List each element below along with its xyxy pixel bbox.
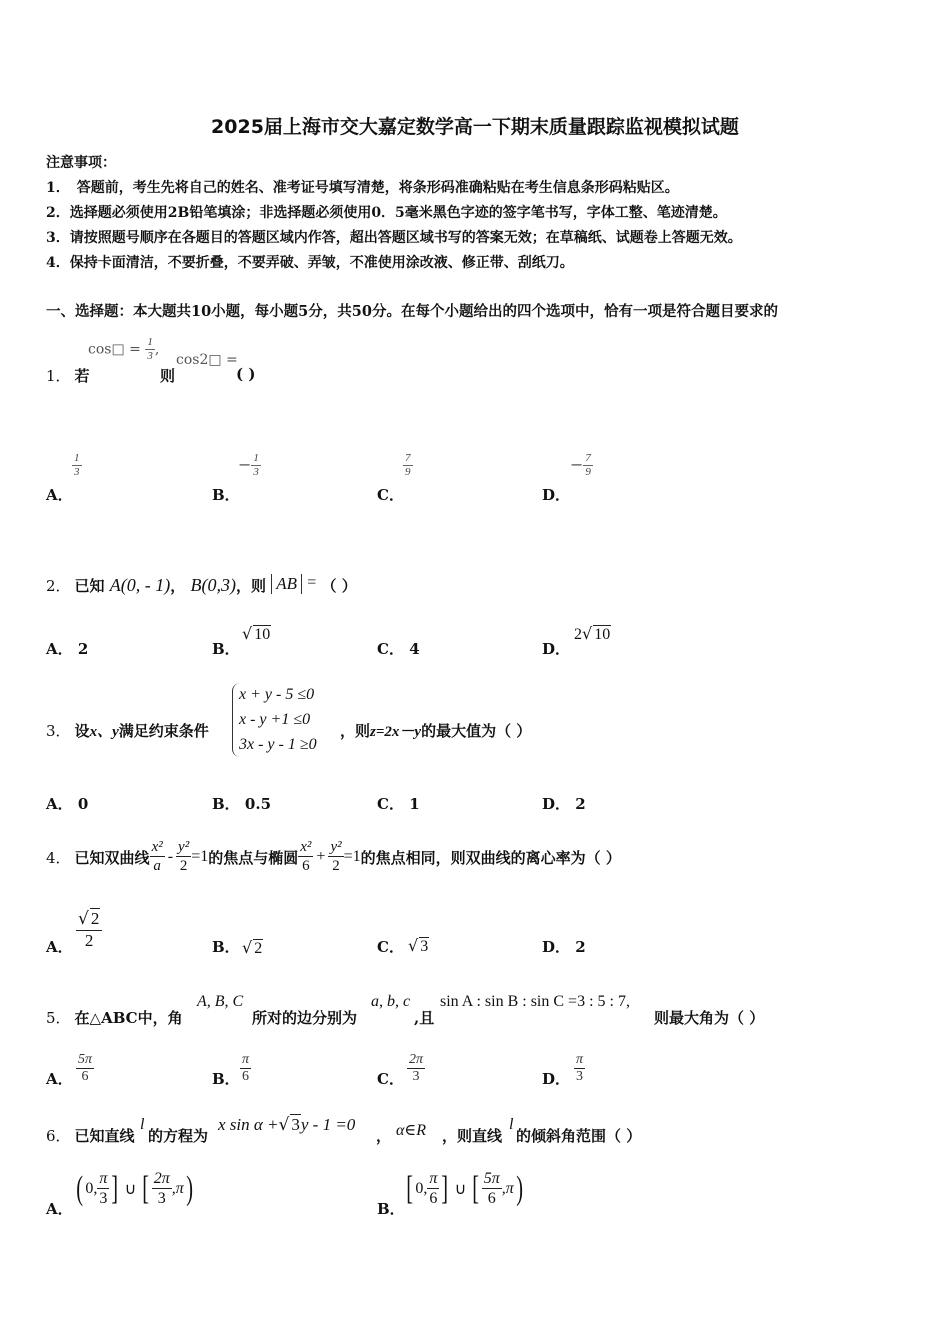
- q3-constraint-1: x + y - 5 ≤0: [239, 686, 315, 703]
- note-item-3: 3．请按照题号顺序在各题目的答题区域内作答，超出答题区域书写的答案无效；在草稿纸、试题卷上答题无效。: [46, 230, 742, 246]
- q6-then: ，则直线: [442, 1127, 503, 1145]
- q1-expression: cos2□ =: [176, 352, 238, 368]
- q4-option-b[interactable]: B．: [212, 938, 240, 956]
- q6-equation-text: 的方程为: [148, 1127, 209, 1145]
- q3-option-a[interactable]: A． 0: [46, 795, 89, 813]
- note-item-4: 4．保持卡面清洁，不要折叠，不要弄破、弄皱，不准使用涂改液、修正带、刮纸刀。: [46, 255, 574, 271]
- q5-option-d[interactable]: D．: [542, 1070, 571, 1088]
- q5-option-a[interactable]: A．: [46, 1070, 73, 1088]
- q4-option-a[interactable]: A．: [46, 938, 73, 956]
- q5-sides-text: 所对的边分别为: [252, 1009, 358, 1027]
- q1-paren: ( ): [236, 365, 256, 383]
- q2-option-b-value: √ 10: [242, 624, 271, 643]
- q1-option-a[interactable]: A．: [46, 486, 73, 504]
- q2-option-d[interactable]: D．: [542, 640, 571, 658]
- q2-option-d-value: 2√ 10: [574, 624, 611, 643]
- q5-option-b-value: $\frac{\pi}{6}$: [242, 1052, 250, 1085]
- q1-option-b[interactable]: B．: [212, 486, 240, 504]
- q6-option-b-value: [ 0, $\frac{\pi}{6}$ ] ∪ [ $\frac{5\pi}{6}$ ,π ): [406, 1170, 523, 1208]
- q6-option-b[interactable]: B．: [377, 1200, 405, 1218]
- q4-option-b-value: √ 2: [242, 938, 263, 957]
- q5-and: ,且: [414, 1009, 435, 1027]
- q1-option-a-value: $\frac{1}{3}$: [74, 452, 80, 478]
- q6-line-l: l: [140, 1116, 145, 1133]
- q5-option-d-value: $\frac{\pi}{3}$: [576, 1052, 584, 1085]
- q5-option-a-value: $\frac{5\pi}{6}$: [78, 1052, 93, 1085]
- q2-option-a[interactable]: A． 2: [46, 640, 89, 658]
- note-item-2: 2．选择题必须使用2B铅笔填涂；非选择题必须使用0．5毫米黑色字迹的签字笔书写，字体工整、笔迹清楚。: [46, 205, 727, 221]
- q5-ratio: sin A : sin B : sin C =3 : 5 : 7,: [440, 993, 630, 1010]
- q6-alpha: α∈R: [396, 1122, 427, 1139]
- q6-sep: ，: [376, 1127, 392, 1145]
- q3-option-d[interactable]: D． 2: [542, 795, 586, 813]
- question-3: 3． 设x、y满足约束条件: [46, 722, 209, 740]
- question-4: 4． 已知双曲线 $\frac{\text{x²}}{a}$ - $\frac{\text{y²}}{2}$ =1 的焦点与椭圆 $\frac{\text{x²}}{6}$ + $\frac{\text{y²}}{2}$ =1 的焦点相同，则双曲线的离心率为（ ）: [46, 838, 621, 875]
- notes-heading: 注意事项：: [46, 155, 116, 171]
- question-2: 2． 已知 A(0, - 1)， B(0,3)，则 AB = （ ）: [46, 574, 357, 595]
- section-heading: 一、选择题：本大题共10小题，每小题5分，共50分。在每个小题给出的四个选项中，恰有一项是符合题目要求的: [46, 303, 778, 320]
- q6-question: 的倾斜角范围（ ）: [516, 1127, 642, 1145]
- q6-equation: x sin α +√ 3y - 1 =0: [218, 1115, 356, 1135]
- q4-option-c-value: √ 3: [408, 936, 429, 955]
- q1-option-d-value: − $\frac{7}{9}$: [570, 452, 591, 478]
- q3-constraint-3: 3x - y - 1 ≥0: [239, 735, 317, 753]
- q1-condition: cos□ = $\frac{1}{3}$ ,: [88, 336, 160, 362]
- q1-option-c-value: $\frac{7}{9}$: [405, 452, 411, 478]
- note-item-1: 1． 答题前，考生先将自己的姓名、准考证号填写清楚，将条形码准确粘贴在考生信息条形码粘贴区。: [46, 180, 679, 196]
- q5-option-c[interactable]: C．: [377, 1070, 404, 1088]
- q3-constraint-system: [232, 683, 317, 757]
- q2-option-b[interactable]: B．: [212, 640, 240, 658]
- q6-option-a-value: ( 0, $\frac{\pi}{3}$ ] ∪ [ $\frac{2\pi}{3}$ ,π ): [76, 1170, 193, 1208]
- q1-option-c[interactable]: C．: [377, 486, 404, 504]
- question-1: 1． 若: [46, 367, 90, 385]
- q6-line-l-2: l: [509, 1116, 514, 1133]
- q4-option-a-value: $\frac{√ 2}{2}$: [76, 908, 102, 951]
- q1-then: 则: [160, 367, 176, 385]
- q4-option-c[interactable]: C．: [377, 938, 404, 956]
- q3-objective: ，则z=2x－y的最大值为（ ）: [340, 722, 532, 740]
- q5-angles: A, B, C: [197, 993, 244, 1010]
- q2-option-c[interactable]: C． 4: [377, 640, 420, 658]
- q5-option-c-value: $\frac{2\pi}{3}$: [409, 1052, 424, 1085]
- q4-option-d[interactable]: D． 2: [542, 938, 586, 956]
- q5-sides: a, b, c: [371, 993, 411, 1010]
- page-title: 2025届上海市交大嘉定数学高一下期末质量跟踪监视模拟试题: [211, 116, 739, 138]
- question-5: 5． 在△ABC中，角: [46, 1009, 183, 1027]
- q6-option-a[interactable]: A．: [46, 1200, 73, 1218]
- q3-option-b[interactable]: B． 0.5: [212, 795, 272, 813]
- q1-option-b-value: − $\frac{1}{3}$: [238, 452, 259, 478]
- q5-question: 则最大角为（ ）: [654, 1009, 765, 1027]
- question-6: 6． 已知直线: [46, 1127, 135, 1145]
- q1-option-d[interactable]: D．: [542, 486, 571, 504]
- q3-constraint-2: x - y +1 ≤0: [239, 710, 311, 728]
- q5-option-b[interactable]: B．: [212, 1070, 240, 1088]
- q3-option-c[interactable]: C． 1: [377, 795, 420, 813]
